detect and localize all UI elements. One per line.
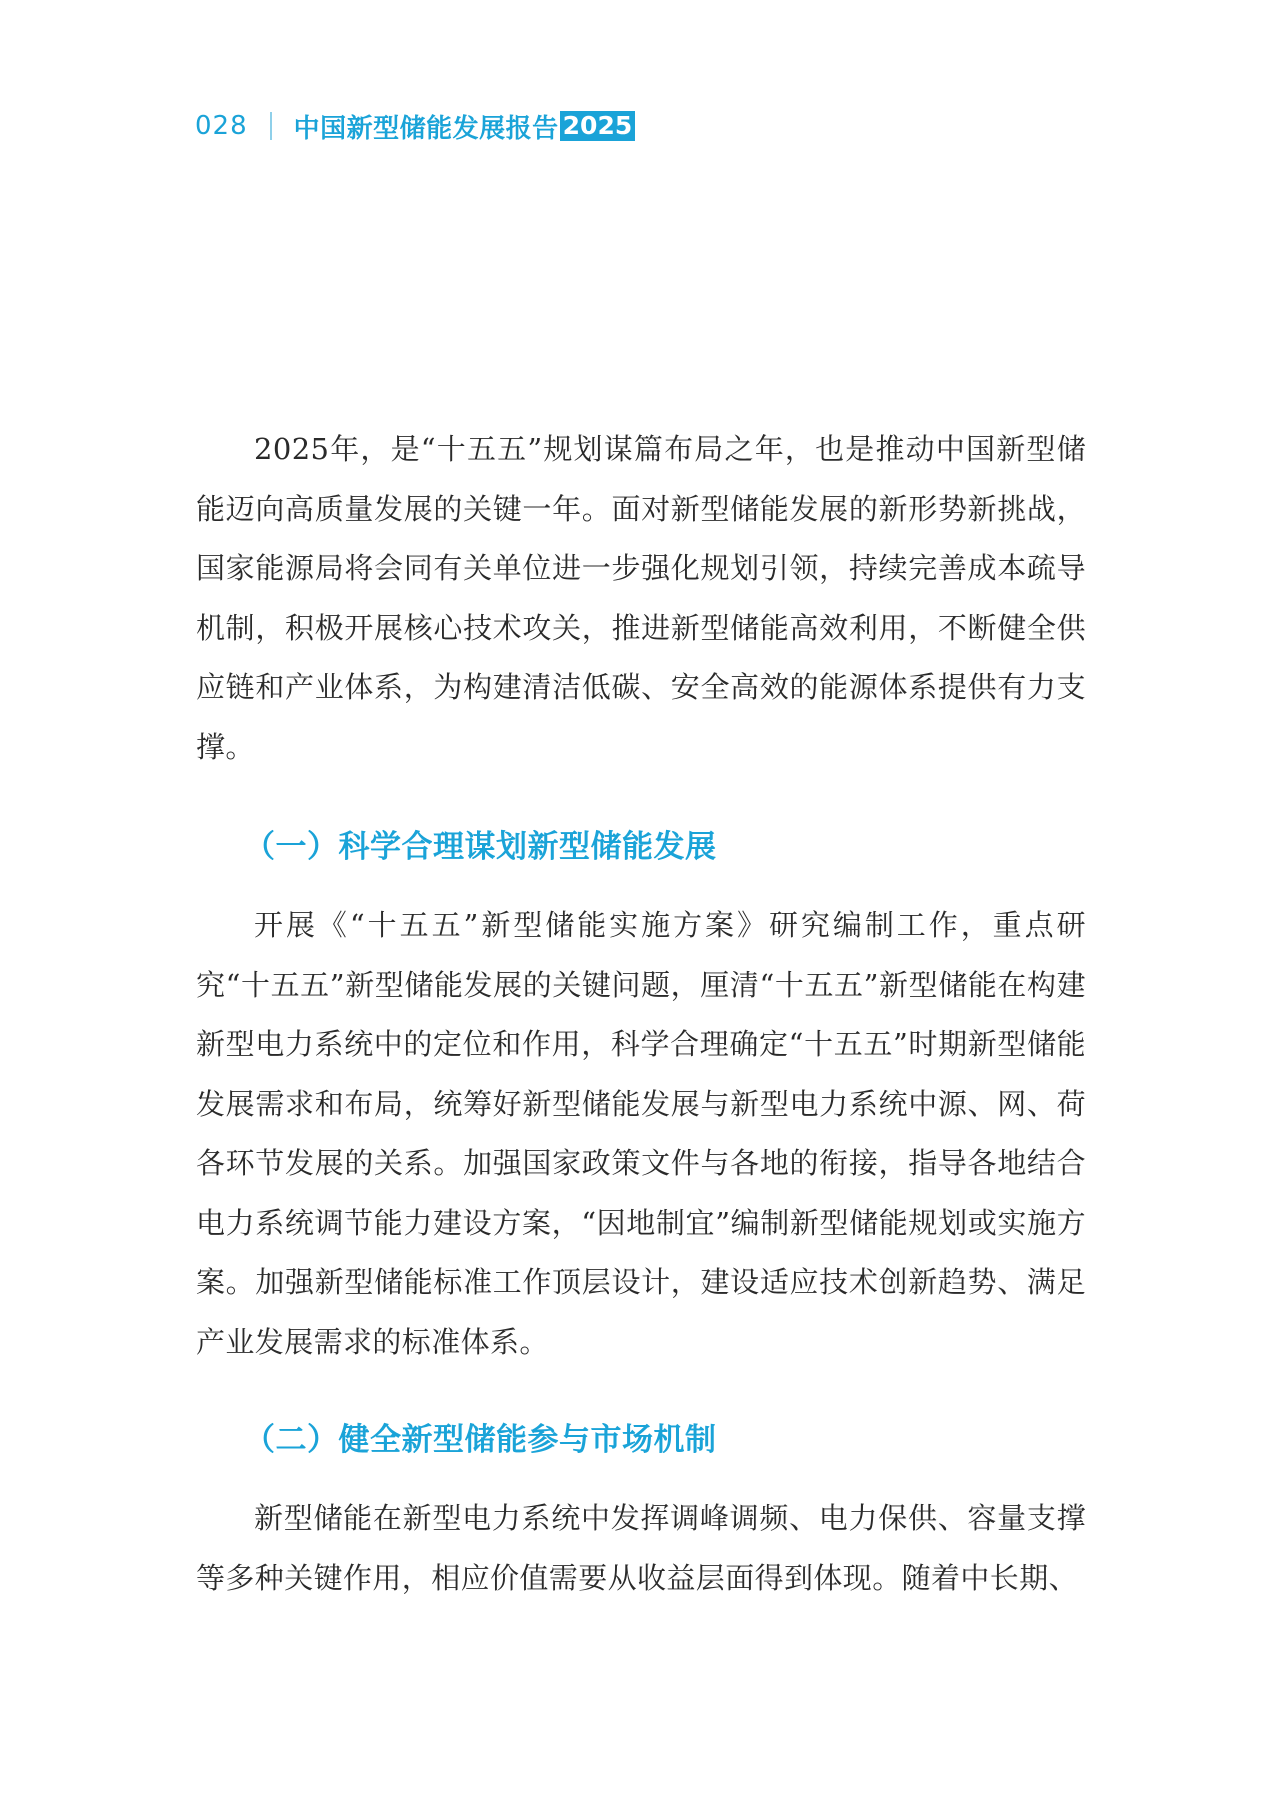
body-content — [196, 420, 1086, 1608]
header-divider — [270, 112, 272, 140]
section-heading-2: （二）健全新型储能参与市场机制 — [244, 1422, 717, 1458]
report-year-badge: 2025 — [560, 111, 636, 141]
page-header — [195, 106, 635, 146]
report-title: 中国新型储能发展报告 — [293, 113, 559, 144]
page-number: 028 — [195, 111, 248, 141]
section-1-paragraph: 开展《“十五五”新型储能实施方案》研究编制工作，重点研究“十五五”新型储能发展的关键问题，厘清“十五五”新型储能在构建新型电力系统中的定位和作用，科学合理确定“十五五”时期新型储能发展需求和布局，统筹好新型储能发展与新型电力系统中源、网、荷各环节发展的关系。加强国家政策文件与各地的衔接，指导各地结合电力系统调节能力建设方案，“因地制宜”编制新型储能规划或实施方案。加强新型储能标准工作顶层设计，建设适应技术创新趋势、满足产业发展需求的标准体系。 — [196, 908, 1086, 1359]
section-heading-1: （一）科学合理谋划新型储能发展 — [244, 829, 717, 865]
section-2-paragraph: 新型储能在新型电力系统中发挥调峰调频、电力保供、容量支撑等多种关键作用，相应价值需要从收益层面得到体现。随着中长期、 — [196, 1501, 1086, 1595]
intro-paragraph: 2025年，是“十五五”规划谋篇布局之年，也是推动中国新型储能迈向高质量发展的关键一年。面对新型储能发展的新形势新挑战，国家能源局将会同有关单位进一步强化规划引领，持续完善成本疏导机制，积极开展核心技术攻关，推进新型储能高效利用，不断健全供应链和产业体系，为构建清洁低碳、安全高效的能源体系提供有力支撑。 — [196, 432, 1086, 764]
